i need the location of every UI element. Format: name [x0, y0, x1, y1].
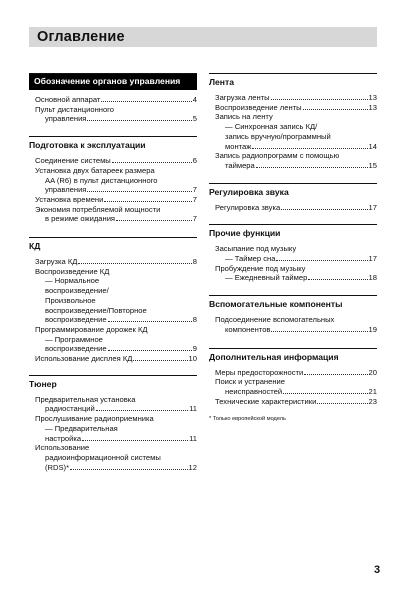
toc-entry[interactable] — [35, 267, 197, 325]
toc-entry[interactable] — [35, 257, 197, 267]
section-heading: Тюнер — [29, 378, 57, 389]
entry-text: монтаж — [225, 141, 252, 151]
toc-section — [209, 183, 377, 213]
section-entries — [209, 88, 377, 171]
section-heading: Регулировка звука — [209, 186, 289, 197]
entry-text: Засыпание под музыку — [215, 244, 297, 254]
dot-leader — [256, 167, 368, 168]
dot-leader — [87, 191, 191, 192]
entry-page-number: 14 — [368, 141, 377, 151]
toc-entry[interactable] — [35, 395, 197, 414]
dot-leader — [96, 410, 188, 411]
toc-section — [209, 224, 377, 283]
toc-left-column — [29, 73, 197, 472]
entry-text: управления — [45, 114, 87, 124]
entry-page-number: 13 — [368, 102, 377, 112]
entry-text: Воспроизведение КД — [35, 266, 110, 276]
entry-page-number: 8 — [192, 257, 197, 267]
section-entries — [29, 390, 197, 473]
toc-section — [29, 73, 197, 124]
dot-leader — [87, 120, 191, 121]
toc-right-column — [209, 73, 377, 423]
dot-leader — [112, 162, 192, 163]
toc-entry[interactable] — [215, 244, 377, 263]
entry-text: таймера — [225, 160, 255, 170]
entry-page-number: 7 — [192, 214, 197, 224]
entry-page-number: 18 — [368, 273, 377, 283]
entry-text: Использование дисплея КД — [35, 354, 133, 364]
entry-text: воспроизведение — [45, 315, 107, 325]
entry-text: Пробуждение под музыку — [215, 263, 306, 273]
entry-text: радиостанций — [45, 404, 95, 414]
entry-page-number: 4 — [192, 95, 197, 104]
entry-page-number: 15 — [368, 160, 377, 170]
toc-entry[interactable] — [35, 195, 197, 205]
toc-entry[interactable] — [35, 354, 197, 364]
dot-leader — [303, 109, 368, 110]
entry-text: компонентов — [225, 324, 271, 334]
toc-entry[interactable] — [215, 93, 377, 103]
entry-text: Экономия потребляемой мощности — [35, 204, 161, 214]
entry-text: запись вручную/программный — [225, 131, 331, 141]
dot-leader — [271, 331, 367, 332]
entry-text: Произвольное — [45, 295, 96, 305]
entry-page-number: 17 — [368, 254, 377, 264]
entry-page-number: 11 — [189, 404, 197, 414]
dot-leader — [304, 374, 367, 375]
toc-entry[interactable] — [215, 203, 377, 213]
dot-leader — [276, 260, 367, 261]
entry-text: радиоинформационной системы — [45, 452, 161, 462]
section-entries — [209, 239, 377, 283]
dot-leader — [317, 403, 367, 404]
dot-leader — [104, 201, 191, 202]
dot-leader — [308, 279, 367, 280]
entry-text: Загрузка ленты — [215, 93, 270, 102]
page-title: Оглавление — [37, 29, 125, 45]
entry-text: Подсоединение вспомогательных — [215, 315, 335, 325]
entry-text: — Предварительная — [45, 423, 118, 433]
toc-entry[interactable] — [35, 414, 197, 443]
dot-leader — [82, 440, 188, 441]
dot-leader — [78, 263, 191, 264]
toc-entry[interactable] — [215, 377, 377, 396]
entry-text: настройка — [45, 433, 82, 443]
section-heading: Вспомогательные компоненты — [209, 299, 343, 310]
section-entries — [29, 151, 197, 224]
dot-leader — [133, 360, 187, 361]
entry-text: Запись на ленту — [215, 112, 273, 122]
toc-section — [209, 295, 377, 334]
entry-text: AA (R6) в пульт дистанционного — [45, 175, 158, 185]
entry-page-number: 12 — [188, 462, 197, 472]
section-entries — [209, 310, 377, 334]
toc-entry[interactable] — [215, 151, 377, 170]
entry-text: Технические характеристики — [215, 396, 317, 406]
section-heading: Лента — [209, 77, 234, 87]
entry-text: Установка двух батареек размера — [35, 165, 155, 175]
entry-text: Поиск и устранение — [215, 377, 286, 387]
section-heading: КД — [29, 241, 41, 252]
entry-text: (RDS)* — [45, 462, 70, 472]
entry-text: Программирование дорожек КД — [35, 324, 148, 334]
entry-text: Пульт дистанционного — [35, 104, 114, 114]
entry-text: Предварительная установка — [35, 394, 136, 404]
toc-section — [29, 136, 197, 224]
section-entries — [29, 252, 197, 364]
footnote: * Только европейской модель — [209, 416, 286, 423]
entry-page-number: 11 — [189, 433, 197, 443]
dot-leader — [101, 101, 191, 102]
entry-text: — Ежедневный таймер — [225, 273, 308, 283]
toc-entry[interactable] — [215, 397, 377, 407]
section-entries — [29, 90, 197, 124]
dot-leader — [252, 148, 367, 149]
toc-entry[interactable] — [35, 205, 197, 224]
toc-entry[interactable] — [35, 156, 197, 166]
toc-entry[interactable] — [215, 368, 377, 378]
dot-leader — [116, 220, 192, 221]
toc-entry[interactable] — [35, 443, 197, 472]
entry-page-number: 5 — [192, 114, 197, 124]
toc-section — [29, 237, 197, 364]
toc-entry[interactable] — [35, 166, 197, 195]
entry-page-number: 20 — [368, 367, 377, 377]
entry-text: — Программное — [45, 334, 103, 344]
entry-text: Регулировка звука — [215, 202, 281, 212]
entry-page-number: 23 — [368, 396, 377, 406]
section-entries — [209, 363, 377, 407]
entry-text: — Нормальное — [45, 276, 100, 286]
entry-text: неисправностей — [225, 386, 283, 396]
title-bar — [29, 27, 377, 47]
entry-text: Меры предосторожности — [215, 367, 304, 377]
entry-page-number: 7 — [192, 194, 197, 204]
entry-text: в режиме ожидания — [45, 214, 116, 224]
toc-section — [29, 375, 197, 473]
entry-page-number: 7 — [192, 185, 197, 195]
entry-text: Воспроизведение ленты — [215, 102, 302, 112]
entry-text: Соединение системы — [35, 156, 111, 166]
entry-text: Использование — [35, 443, 90, 453]
toc-entry[interactable] — [35, 95, 197, 105]
toc-entry[interactable] — [35, 105, 197, 124]
toc-section — [209, 348, 377, 407]
entry-page-number: 19 — [368, 324, 377, 334]
entry-text: Прослушивание радиоприемника — [35, 414, 154, 424]
section-entries — [209, 198, 377, 213]
toc-entry[interactable] — [35, 325, 197, 354]
page-number: 3 — [374, 564, 381, 576]
toc-entry[interactable] — [215, 315, 377, 334]
dot-leader — [70, 469, 188, 470]
toc-entry[interactable] — [215, 112, 377, 151]
section-heading: Подготовка к эксплуатации — [29, 140, 146, 151]
entry-text: управления — [45, 185, 87, 195]
entry-page-number: 10 — [188, 354, 197, 364]
dot-leader — [108, 350, 192, 351]
entry-text: Основной аппарат — [35, 95, 101, 104]
toc-entry[interactable] — [215, 264, 377, 283]
entry-page-number: 13 — [368, 93, 377, 102]
entry-page-number: 8 — [192, 315, 197, 325]
section-heading: Обозначение органов управления — [29, 74, 197, 90]
dot-leader — [281, 209, 367, 210]
entry-text: Установка времени — [35, 194, 104, 204]
entry-text: — Таймер сна — [225, 254, 276, 264]
dot-leader — [283, 393, 367, 394]
dot-leader — [271, 99, 368, 100]
entry-text: Загрузка КД — [35, 257, 78, 267]
section-heading: Дополнительная информация — [209, 351, 339, 362]
toc-section — [209, 73, 377, 171]
entry-page-number: 9 — [192, 344, 197, 354]
entry-page-number: 21 — [368, 386, 377, 396]
toc-entry[interactable] — [215, 103, 377, 113]
section-heading: Прочие функции — [209, 228, 281, 239]
entry-text: воспроизведение/ — [45, 286, 109, 296]
entry-text: — Синхронная запись КД/ — [225, 122, 318, 132]
dot-leader — [108, 321, 192, 322]
entry-text: воспроизведение/Повторное — [45, 305, 147, 315]
entry-page-number: 6 — [192, 156, 197, 166]
entry-text: воспроизведение — [45, 344, 107, 354]
entry-page-number: 17 — [368, 202, 377, 212]
entry-text: Запись радиопрограмм с помощью — [215, 151, 340, 161]
